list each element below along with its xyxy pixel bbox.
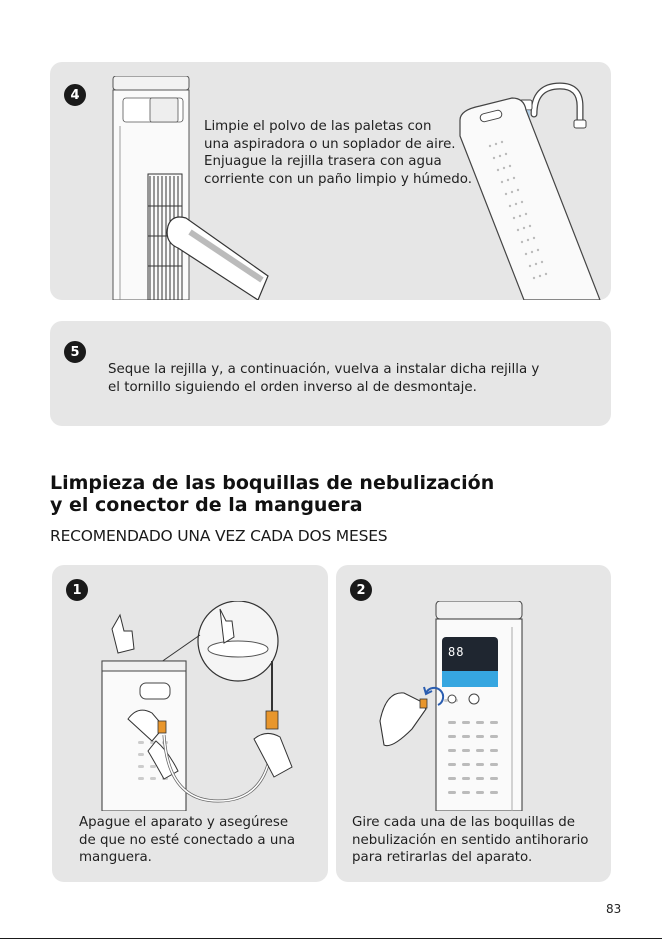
step-4-badge: 4: [64, 84, 86, 106]
section-subtitle: RECOMENDADO UNA VEZ CADA DOS MESES: [50, 527, 388, 545]
card-1-panel: [52, 565, 328, 882]
card-1-text: [79, 814, 319, 867]
card-2-line: para retirarlas del aparato.: [352, 850, 533, 865]
step-4-line: Limpie el polvo de las paletas con: [204, 119, 432, 134]
card-2-line: Gire cada una de las boquillas de: [352, 815, 575, 830]
fan-back-illustration: [108, 76, 298, 300]
card-2-badge: 2: [350, 579, 372, 601]
step-5-badge: 5: [64, 341, 86, 363]
card-1-line: Apague el aparato y asegúrese: [79, 815, 289, 830]
card-2-line: nebulización en sentido antihorario: [352, 832, 589, 848]
card-2-text: [352, 814, 607, 867]
card-1-line: manguera.: [79, 850, 152, 865]
step-5-panel: [50, 321, 611, 426]
card-1-badge: 1: [66, 579, 88, 601]
card-2-panel: [336, 565, 611, 882]
remove-nozzle-illustration: [376, 601, 566, 811]
grille-rinse-illustration: [450, 76, 611, 300]
step-5-text: [108, 361, 598, 396]
section-title-line: Limpieza de las boquillas de nebulización: [50, 472, 495, 494]
page-number: 83: [606, 902, 622, 916]
section-title-line: y el conector de la manguera: [50, 494, 363, 516]
unplug-hose-illustration: [98, 601, 318, 811]
step-5-line: el tornillo siguiendo el orden inverso al de desmontaje.: [108, 379, 477, 395]
step-4-panel: [50, 62, 611, 300]
card-1-line: de que no esté conectado a una: [79, 832, 296, 848]
footer-rule: [0, 938, 662, 939]
step-5-line: Seque la rejilla y, a continuación, vuelva a instalar dicha rejilla y: [108, 362, 540, 377]
step-4-line: corriente con un paño limpio y húmedo.: [204, 171, 472, 187]
step-4-line: una aspiradora o un soplador de aire.: [204, 136, 456, 152]
step-4-line: Enjuague la rejilla trasera con agua: [204, 154, 442, 169]
display-readout: 88: [448, 645, 465, 659]
section-title: [50, 472, 494, 516]
